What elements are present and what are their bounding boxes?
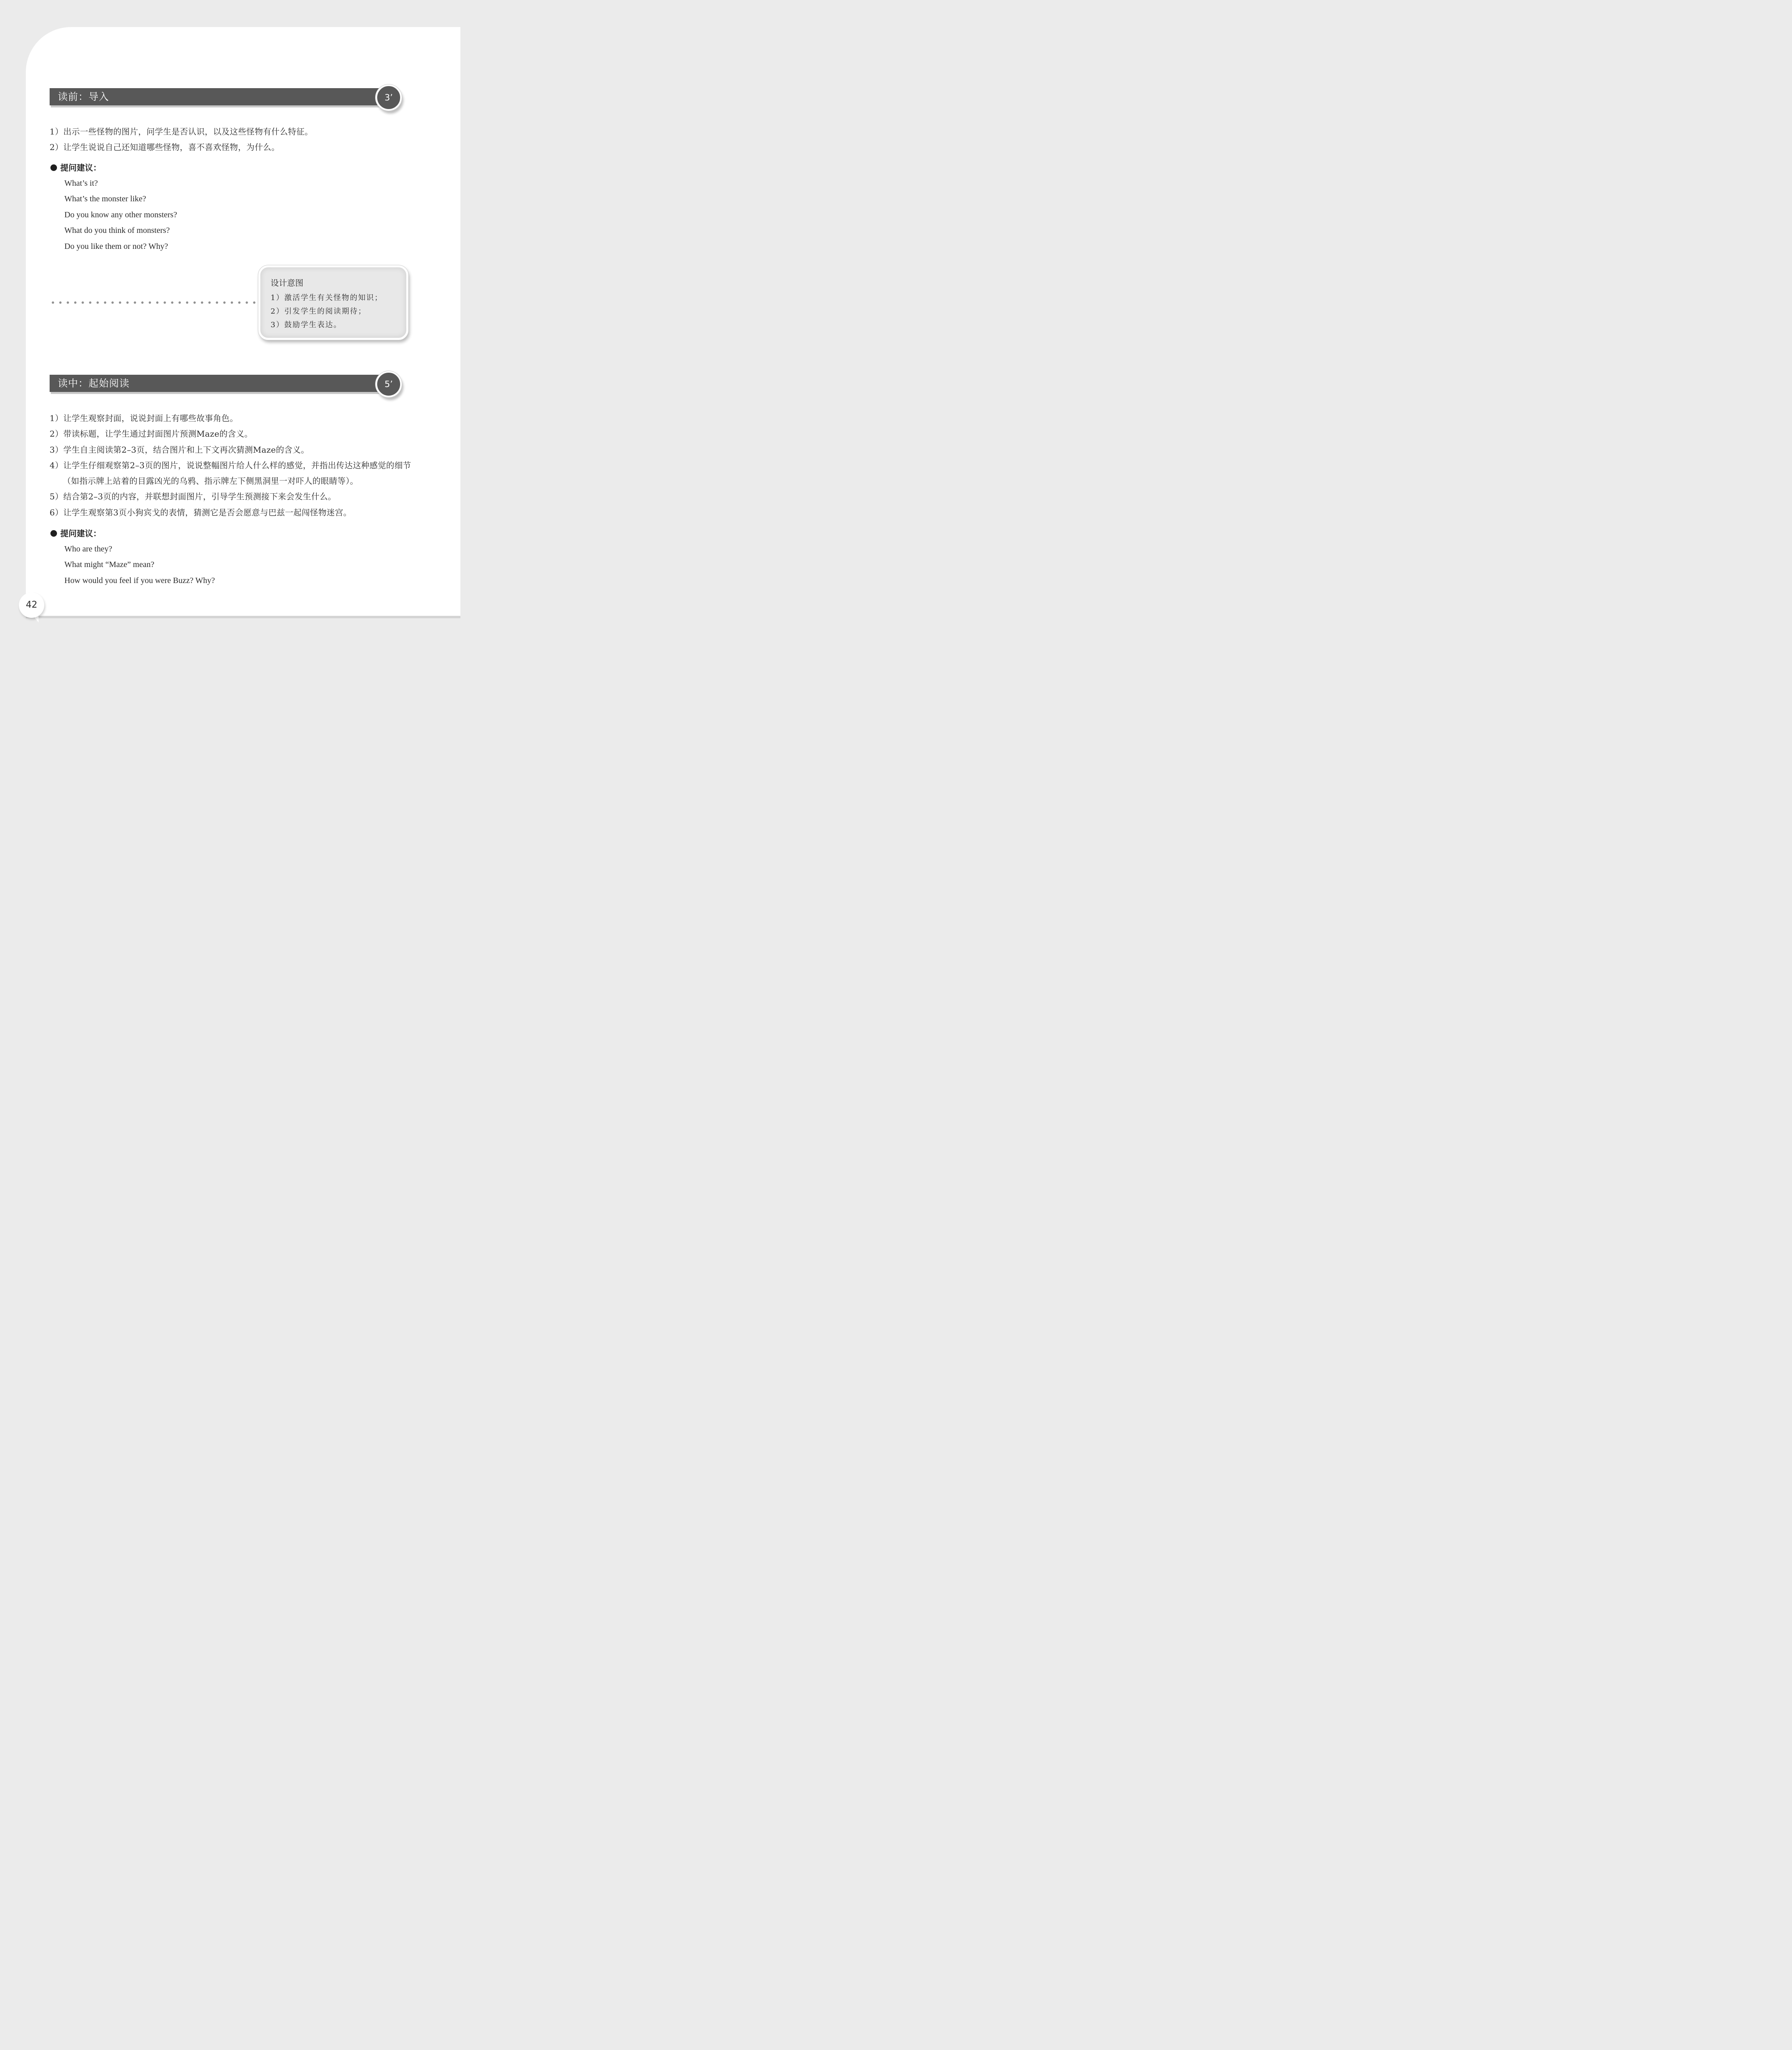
time-badge: 3’ xyxy=(376,84,402,111)
step-item: 3）学生自主阅读第2–3页，结合图片和上下文再次猜测Maze的含义。 xyxy=(50,444,310,455)
question-suggestions-label: 提问建议： xyxy=(50,162,101,173)
design-intent-list xyxy=(271,291,383,332)
question-list xyxy=(64,175,177,254)
question-suggestions-label: 提问建议： xyxy=(50,528,101,539)
section-header-pre-reading xyxy=(50,88,389,105)
step-item: 5）结合第2–3页的内容，并联想封面图片，引导学生预测接下来会发生什么。 xyxy=(50,492,336,502)
question-item: What’s it? xyxy=(64,179,98,188)
step-item: 1）让学生观察封面，说说封面上有哪些故事角色。 xyxy=(50,413,238,423)
design-intent-title: 设计意图 xyxy=(271,278,303,288)
question-list xyxy=(64,541,215,588)
question-item: Do you know any other monsters? xyxy=(64,210,177,219)
question-item: What do you think of monsters? xyxy=(64,226,170,235)
section-title: 读前：导入 xyxy=(58,91,109,102)
design-intent-item: 1）激活学生有关怪物的知识； xyxy=(271,294,383,302)
step-item: 2）让学生说说自己还知道哪些怪物，喜不喜欢怪物，为什么。 xyxy=(50,142,280,153)
step-list xyxy=(50,124,412,155)
bullet-icon xyxy=(50,164,57,171)
dotted-divider xyxy=(49,301,256,304)
design-intent-item: 2）引发学生的阅读期待； xyxy=(271,307,367,316)
question-item: What’s the monster like? xyxy=(64,194,146,204)
question-item: Do you like them or not? Why? xyxy=(64,241,168,251)
question-item: Who are they? xyxy=(64,544,112,554)
step-item: 1）出示一些怪物的图片，问学生是否认识，以及这些怪物有什么特征。 xyxy=(50,127,313,137)
step-item: 4）让学生仔细观察第2–3页的图片，说说整幅图片给人什么样的感觉，并指出传达这种感觉的细节（如指示牌上站着的目露凶光的乌鸦、指示牌左下侧黑洞里一对吓人的眼睛等）。 xyxy=(50,460,411,486)
bullet-icon xyxy=(50,530,57,537)
design-intent-box xyxy=(258,265,408,340)
question-item: What might “Maze” mean? xyxy=(64,560,155,569)
page-number: 42 xyxy=(19,592,44,618)
design-intent-item: 3）鼓励学生表达。 xyxy=(271,321,342,329)
question-item: How would you feel if you were Buzz? Why? xyxy=(64,576,215,585)
step-item: 6）让学生观察第3页小狗宾戈的表情，猜测它是否会愿意与巴兹一起闯怪物迷宫。 xyxy=(50,507,352,517)
step-item: 2）带读标题，让学生通过封面图片预测Maze的含义。 xyxy=(50,429,253,439)
time-badge: 5’ xyxy=(376,371,402,397)
step-list xyxy=(50,410,412,520)
section-title: 读中：起始阅读 xyxy=(58,378,130,389)
section-header-initial-reading xyxy=(50,375,389,392)
